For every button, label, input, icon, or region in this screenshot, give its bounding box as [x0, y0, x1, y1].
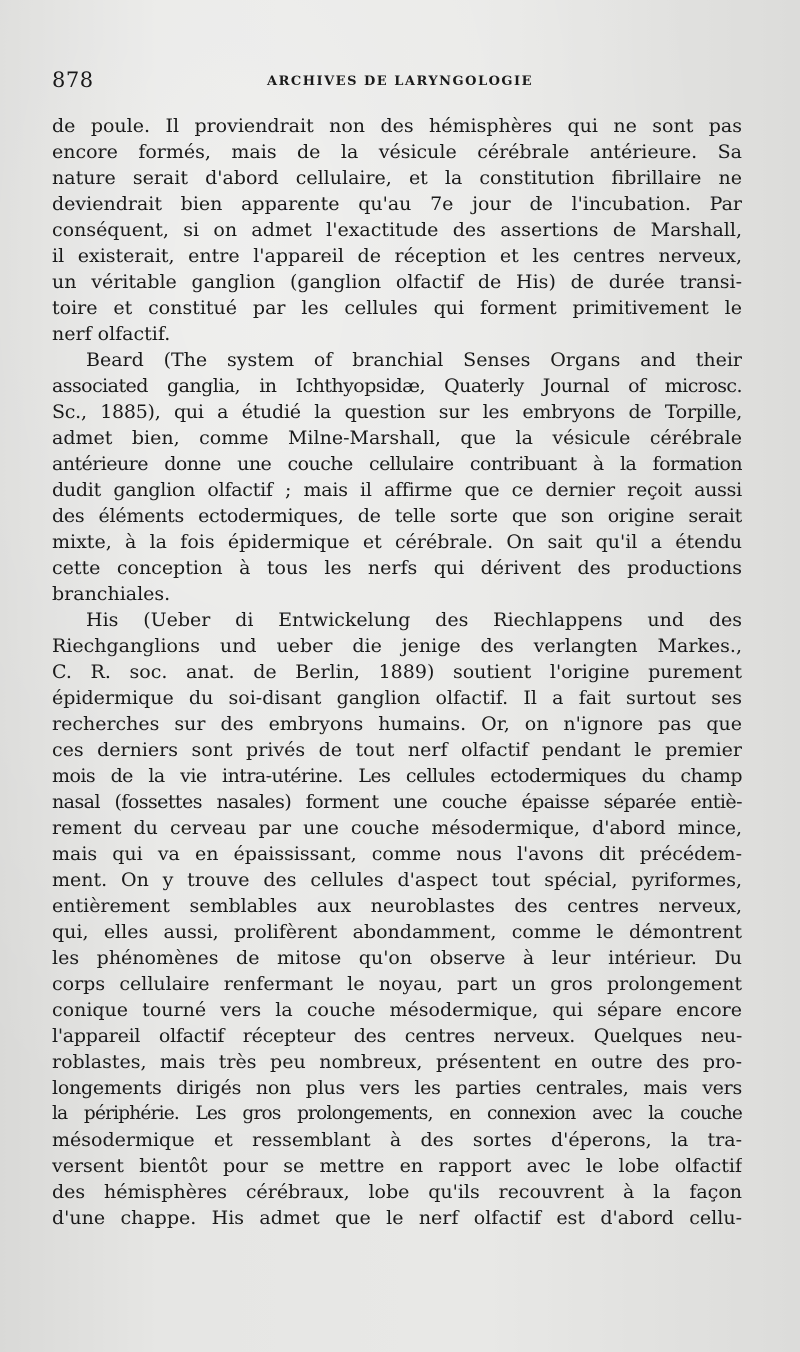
text-line: nature serait d'abord cellulaire, et la constitution fibrillaire ne	[52, 167, 742, 189]
text-line: branchiales.	[52, 583, 171, 605]
text-line: dudit ganglion olfactif ; mais il affirme que ce dernier reçoit aussi	[52, 479, 742, 501]
text-line: nerf olfactif.	[52, 323, 171, 345]
text-line: roblastes, mais très peu nombreux, présentent en outre des pro-	[52, 1051, 742, 1073]
text-line: antérieure donne une couche cellulaire contribuant à la formation	[52, 453, 742, 475]
text-line: qui, elles aussi, prolifèrent abondamment, comme le démontrent	[52, 921, 742, 943]
text-line: mixte, à la fois épidermique et cérébrale. On sait qu'il a étendu	[52, 531, 742, 553]
text-line: mais qui va en épaississant, comme nous l'avons dit précédem-	[52, 843, 742, 865]
text-line: corps cellulaire renfermant le noyau, part un gros prolongement	[52, 973, 742, 995]
text-line: recherches sur des embryons humains. Or, on n'ignore pas que	[52, 713, 742, 735]
body-text	[52, 113, 742, 1231]
text-line: ment. On y trouve des cellules d'aspect tout spécial, pyriformes,	[52, 869, 742, 891]
text-line: épidermique du soi-disant ganglion olfactif. Il a fait surtout ses	[52, 687, 742, 709]
text-line: Riechganglions und ueber die jenige des verlangten Markes.,	[52, 635, 742, 657]
text-line: des hémisphères cérébraux, lobe qu'ils recouvrent à la façon	[52, 1181, 742, 1203]
text-line: de poule. Il proviendrait non des hémisphères qui ne sont pas	[52, 115, 742, 137]
page-header	[52, 68, 748, 98]
text-line: ces derniers sont privés de tout nerf olfactif pendant le premier	[52, 739, 742, 761]
text-line: les phénomènes de mitose qu'on observe à leur intérieur. Du	[52, 947, 742, 969]
text-line: cette conception à tous les nerfs qui dérivent des productions	[52, 557, 742, 579]
text-line: encore formés, mais de la vésicule cérébrale antérieure. Sa	[52, 141, 742, 163]
text-line: la périphérie. Les gros prolongements, en connexion avec la couche	[52, 1103, 742, 1124]
text-line: associated ganglia, in Ichthyopsidæ, Quaterly Journal of microsc.	[52, 375, 742, 397]
text-line: l'appareil olfactif récepteur des centres nerveux. Quelques neu-	[52, 1025, 742, 1047]
text-line: C. R. soc. anat. de Berlin, 1889) soutient l'origine purement	[52, 661, 742, 683]
text-line: Sc., 1885), qui a étudié la question sur les embryons de Torpille,	[52, 401, 742, 423]
text-line: des éléments ectodermiques, de telle sorte que son origine serait	[52, 505, 742, 527]
text-line: longements dirigés non plus vers les parties centrales, mais vers	[52, 1077, 742, 1099]
text-line: d'une chappe. His admet que le nerf olfactif est d'abord cellu-	[52, 1207, 742, 1229]
text-line: admet bien, comme Milne-Marshall, que la vésicule cérébrale	[52, 427, 742, 449]
text-line: un véritable ganglion (ganglion olfactif de His) de durée transi-	[52, 271, 742, 293]
running-title: ARCHIVES DE LARYNGOLOGIE	[267, 74, 533, 89]
text-line: conique tourné vers la couche mésodermique, qui sépare encore	[52, 999, 742, 1021]
text-line: toire et constitué par les cellules qui forment primitivement le	[52, 297, 742, 319]
text-line: il existerait, entre l'appareil de réception et les centres nerveux,	[52, 245, 742, 267]
paragraph-start-line: Beard (The system of branchial Senses Organs and their	[86, 349, 742, 371]
paragraph-start-line: His (Ueber di Entwickelung des Riechlappens und des	[86, 609, 742, 631]
text-line: nasal (fossettes nasales) forment une couche épaisse séparée entiè-	[52, 791, 742, 813]
text-line: rement du cerveau par une couche mésodermique, d'abord mince,	[52, 817, 742, 839]
text-line: versent bientôt pour se mettre en rapport avec le lobe olfactif	[52, 1155, 742, 1177]
text-line: conséquent, si on admet l'exactitude des assertions de Marshall,	[52, 219, 742, 241]
text-line: entièrement semblables aux neuroblastes des centres nerveux,	[52, 895, 742, 917]
text-line: mésodermique et ressemblant à des sortes d'éperons, la tra-	[52, 1129, 742, 1151]
page-number: 878	[52, 68, 94, 92]
text-line: mois de la vie intra-utérine. Les cellules ectodermiques du champ	[52, 765, 742, 787]
text-line: deviendrait bien apparente qu'au 7e jour de l'incubation. Par	[52, 193, 742, 215]
